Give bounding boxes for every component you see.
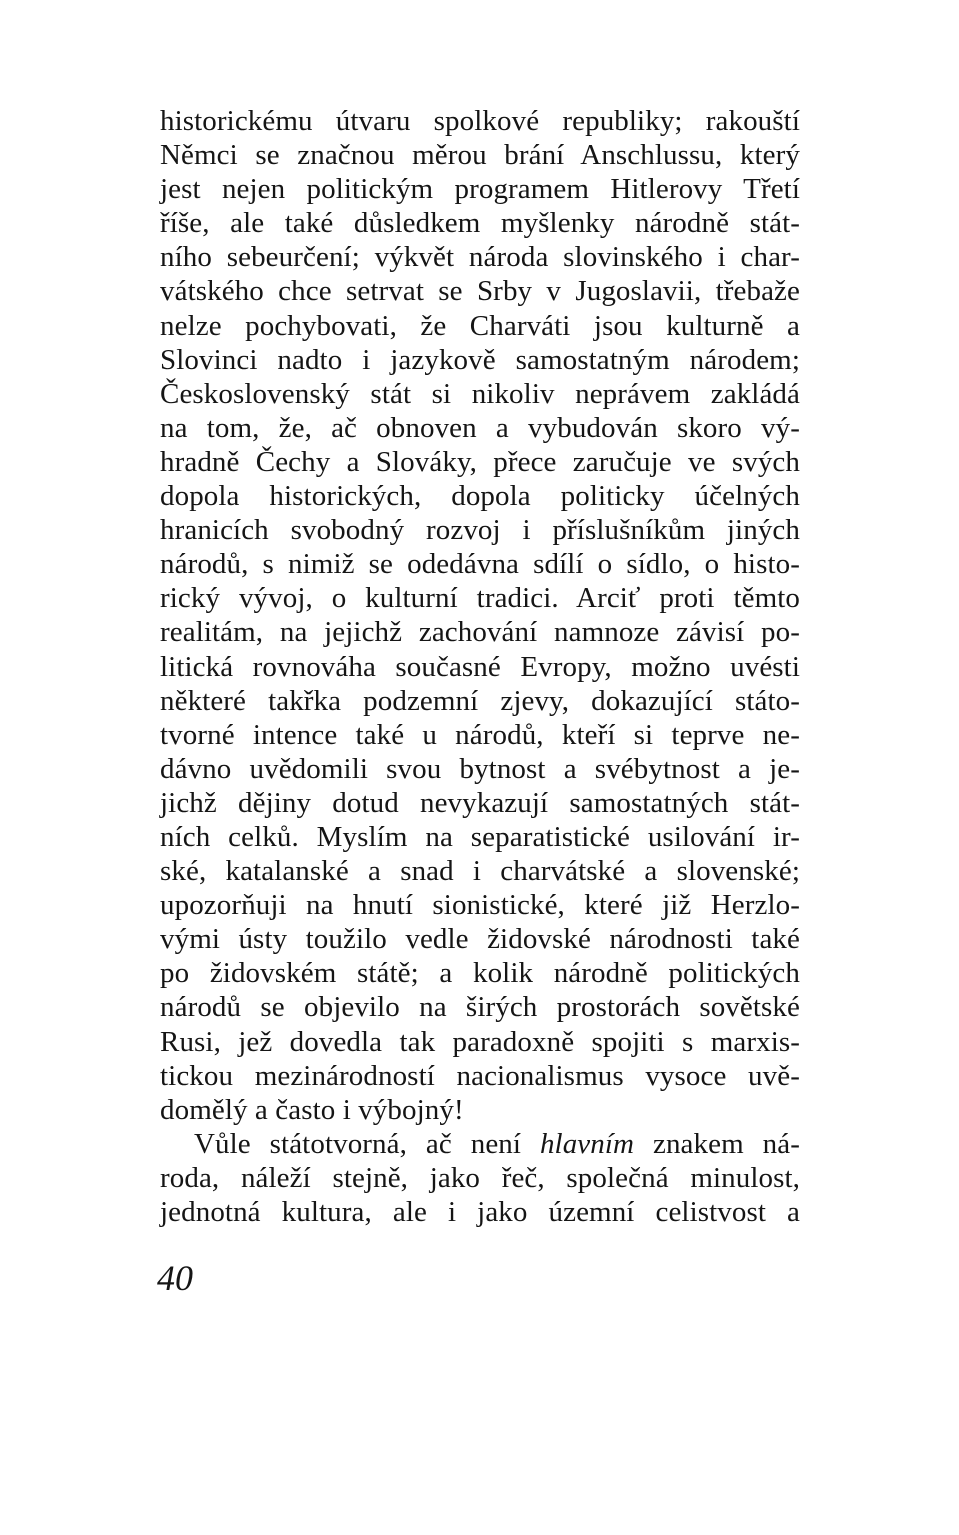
text-line: Československý stát si nikoliv neprávem zakládá [160,377,800,410]
text-line: hranicích svobodný rozvoj i příslušníkům jiných [160,514,800,547]
text-run: Vůle státotvorná, ač není [194,1127,540,1160]
text-line: upozorňuji na hnutí sionistické, které již Herzlo- [160,889,800,922]
text-line: domělý a často i výbojný! [160,1093,464,1126]
text-line: dopola historických, dopola politicky účelných [160,480,800,513]
text-line: jest nejen politickým programem Hitlerovy Třetí [160,173,800,206]
text-line: říše, ale také důsledkem myšlenky národně stát- [160,207,800,240]
body-text [160,104,800,1229]
text-line: realitám, na jejichž zachování namnoze závisí po- [160,616,800,649]
text-line: litická rovnováha současné Evropy, možno uvésti [160,650,800,683]
paragraph-2 [160,1127,800,1229]
text-line [160,1127,800,1161]
text-line: jichž dějiny dotud nevykazují samostatných stát- [160,786,800,819]
text-line: hradně Čechy a Slováky, přece zaručuje ve svých [160,445,800,478]
text-line: vátského chce setrvat se Srby v Jugoslavii, třebaže [160,275,800,308]
text-line: vými ústy toužilo vedle židovské národnosti také [160,923,800,956]
text-line: národů, s nimiž se odedávna sdílí o sídlo, o histo- [160,548,800,581]
text-line: po židovském státě; a kolik národně politických [160,957,800,990]
text-line: roda, náleží stejně, jako řeč, společná minulost, [160,1161,800,1194]
text-line: ních celků. Myslím na separatistické usilování ir- [160,820,800,853]
text-line: jednotná kultura, ale i jako územní celistvost a [160,1196,800,1228]
text-line: historickému útvaru spolkové republiky; rakouští [160,105,800,137]
text-line: ního sebeurčení; výkvět národa slovinského i char- [160,241,800,274]
text-line: Němci se značnou měrou brání Anschlussu, který [160,139,800,172]
text-line: tvorné intence také u národů, kteří si teprve ne- [160,718,800,751]
text-line: národů se objevilo na širých prostorách sovětské [160,991,800,1024]
text-line: Rusi, jež dovedla tak paradoxně spojiti s marxis- [160,1025,800,1058]
paragraph-1 [160,104,800,1127]
text-line: některé takřka podzemní zjevy, dokazující státo- [160,684,800,717]
text-line: rický vývoj, o kulturní tradici. Arciť proti těmto [160,582,800,615]
text-line: dávno uvědomili svou bytnost a svébytnost a je- [160,752,800,785]
emphasis: hlavním [539,1127,635,1160]
page-number: 40 [157,1258,193,1298]
text-line: nelze pochybovati, že Charváti jsou kulturně a [160,309,800,342]
text-run: znakem ná- [634,1127,800,1160]
text-line: tickou mezinárodností nacionalismus vysoce uvě- [160,1059,800,1092]
text-line: Slovinci nadto i jazykově samostatným národem; [160,343,800,376]
text-line: na tom, že, ač obnoven a vybudován skoro vý- [160,411,800,444]
text-line: ské, katalanské a snad i charvátské a slovenské; [160,855,800,888]
